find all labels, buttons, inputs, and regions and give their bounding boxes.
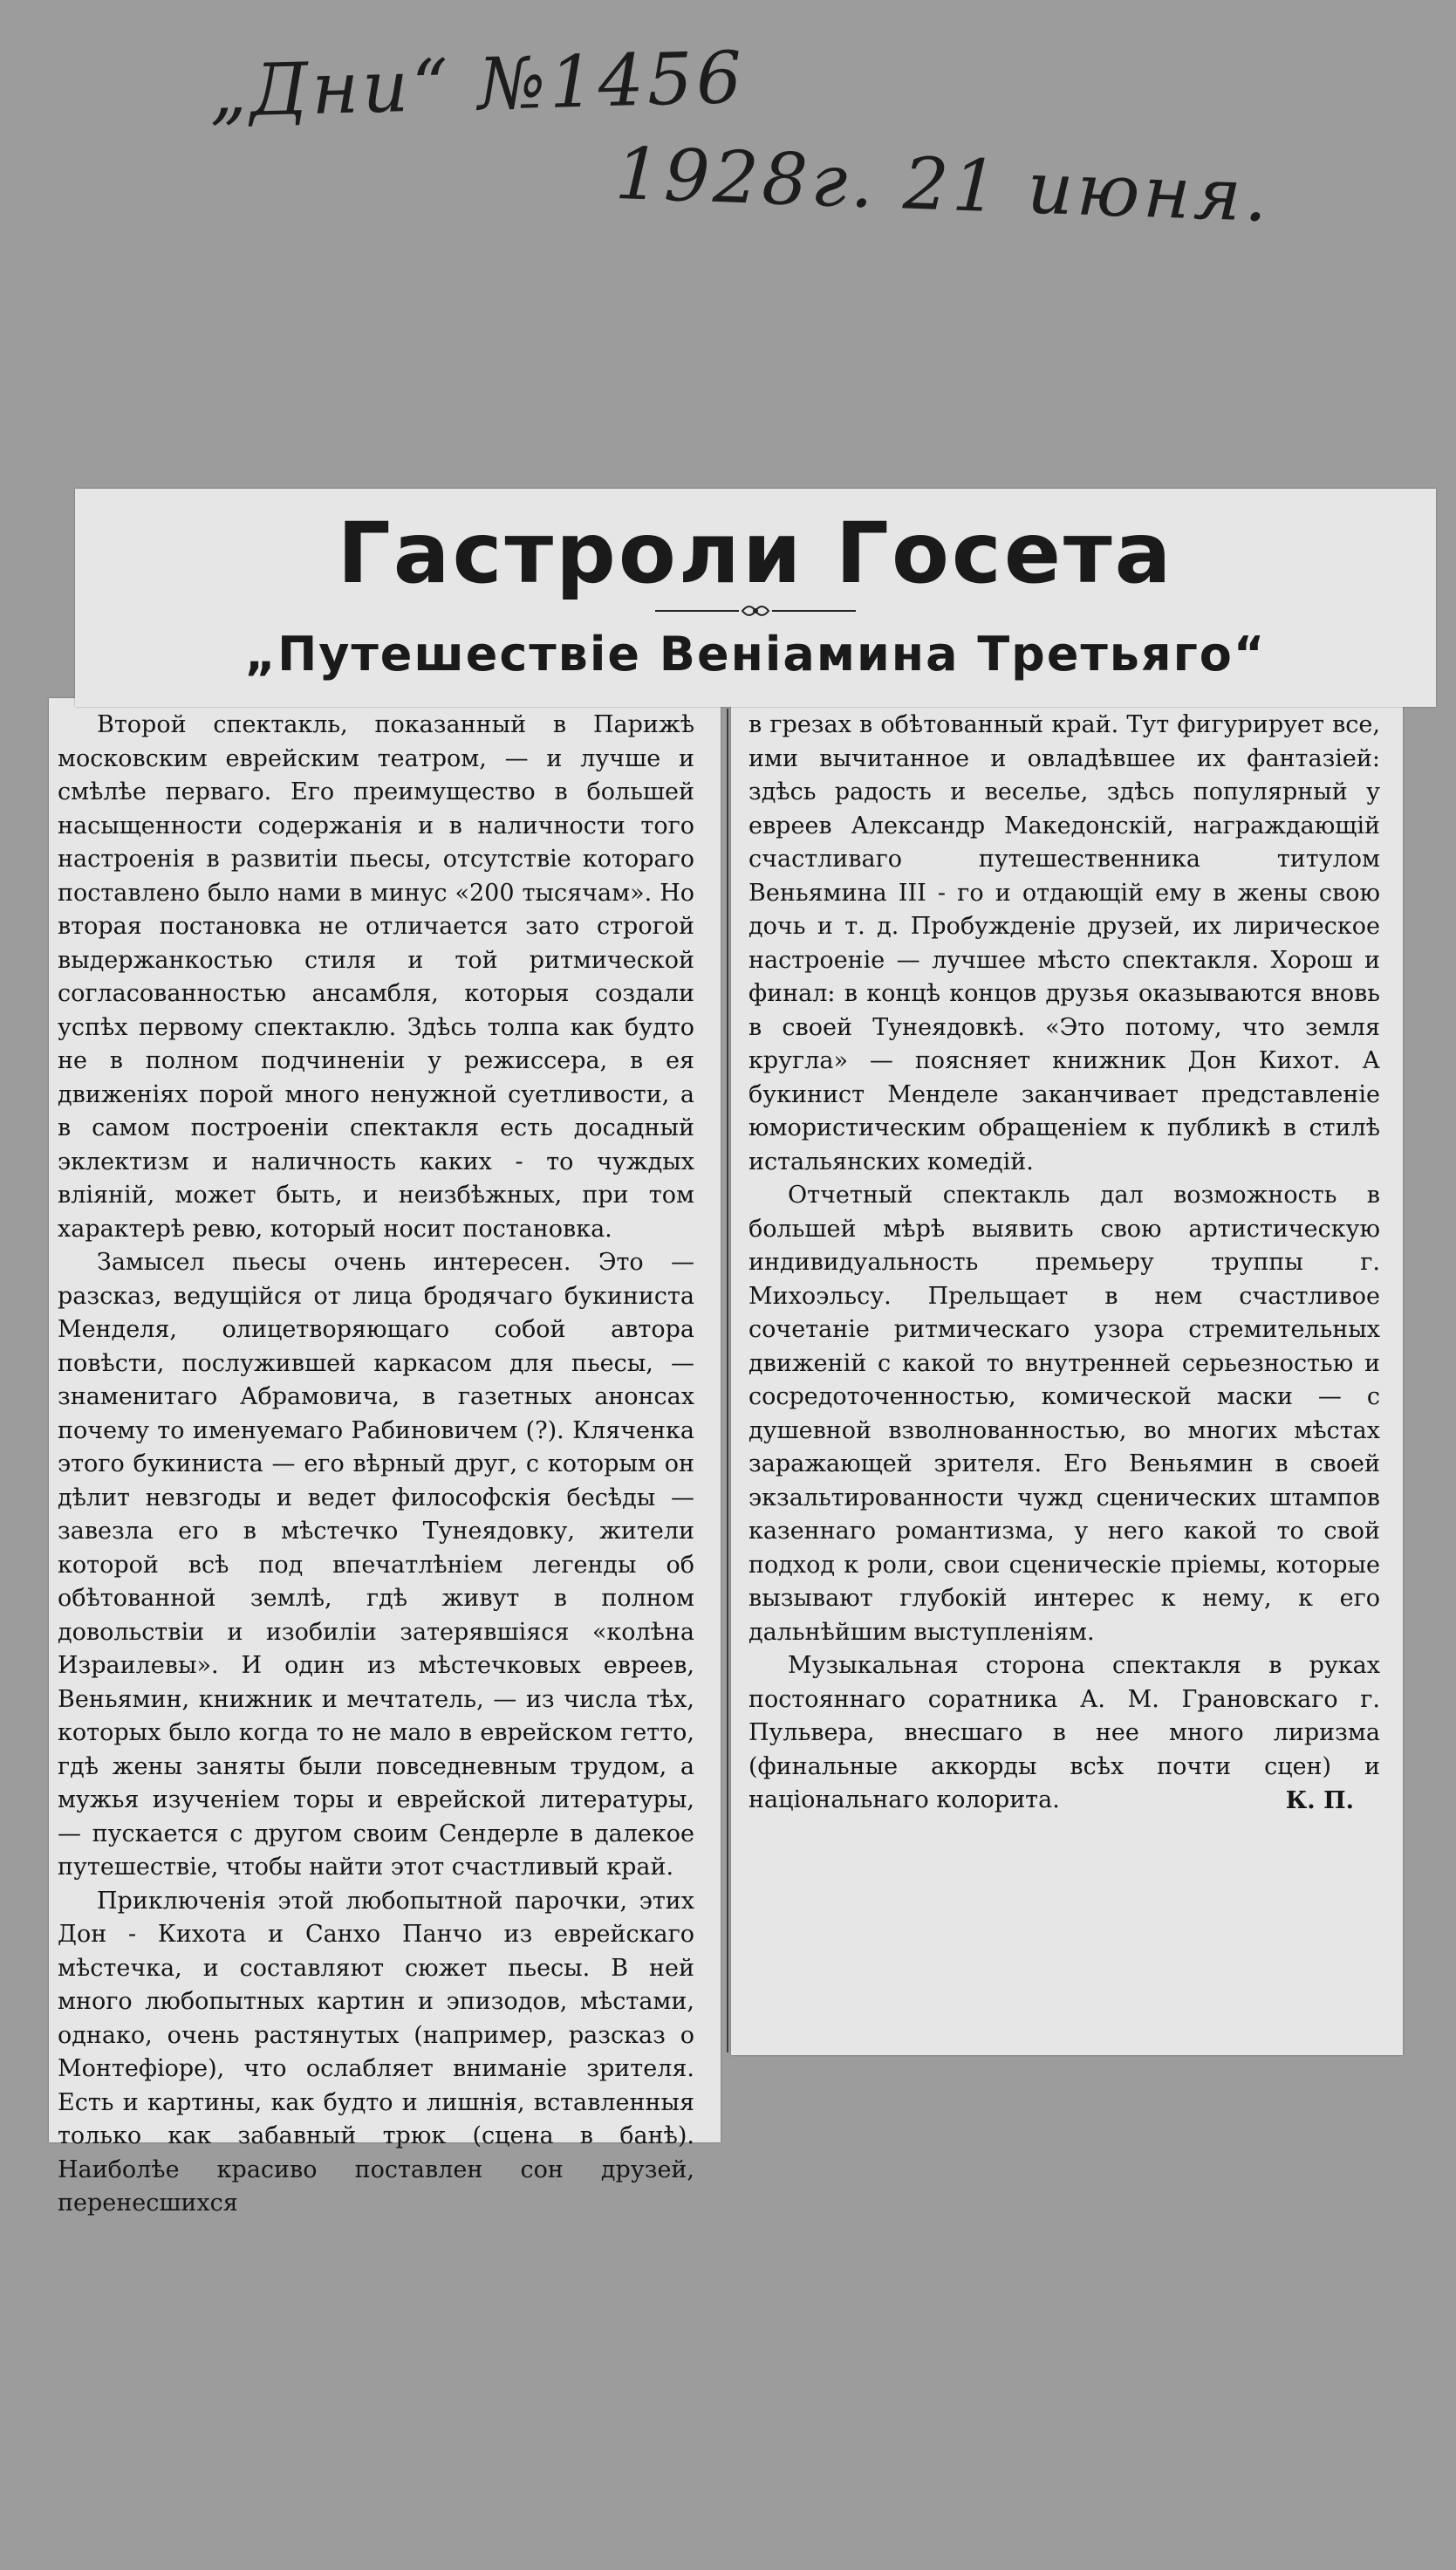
article-subheadline: „Путешествіе Веніамина Третьяго“	[244, 627, 1267, 682]
author-signature: К. П.	[1285, 1786, 1354, 1814]
left-paragraph-2: Замысел пьесы очень интересен. Это — разсказ, ведущійся от лица бродячаго букиниста Менделя, олицетворяющаго собой автора повѣсти, послужившей каркасом для пьесы, — знаменитаго Абрамовича, в газетных анонсах почему то именуемаго Рабиновичем (?). Кляченка этого букиниста — его вѣрный друг, с которым он дѣлит невзгоды и ведет философскія бесѣды — завезла его в мѣстечко Тунеядовку, жители которой всѣ под впечатлѣніем легенды об обѣтованной землѣ, гдѣ живут в полном довольствіи и изобиліи затерявшіяся «колѣна Израилевы». И один из мѣстечковых евреев, Веньямин, книжник и мечтатель, — из числа тѣх, которых было когда то не мало в еврейском гетто, гдѣ жены заняты были повседневным трудом, а мужья изученіем торы и еврейской литературы, — пускается с другом своим Сендерле в далекое путешествіе, чтобы найти этот счастливый край.	[58, 1249, 694, 1881]
handwritten-newspaper-issue: „Дни“ №1456	[208, 36, 747, 134]
article-right-column	[749, 709, 1380, 1818]
right-paragraph-2: Отчетный спектакль дал возможность в большей мѣрѣ выявить свою артистическую индивидуальность премьеру труппы г. Михоэльсу. Прельщает в нем счастливое сочетаніе ритмическаго узора стремительных движеній с какой то внутренней серьезностью и сосредоточенностью, комической маски — с душевной взволнованностью, во многих мѣстах заражающей зрителя. Его Веньямин в своей экзальтированности чужд сценических штампов казеннаго романтизма, у него какой то свой подход к роли, свои сценическіе пріемы, которые вызывают глубокій интерес к нему, к его дальнѣйшим выступленіям.	[749, 1182, 1380, 1646]
clipping-headline-paper	[75, 489, 1436, 707]
handwritten-date: 1928г. 21 июня.	[613, 132, 1273, 239]
left-paragraph-3: Приключенія этой любопытной парочки, этих Дон - Кихота и Санхо Панчо из еврейскаго мѣстечка, и составляют сюжет пьесы. В ней много любопытных картин и эпизодов, мѣстами, однако, очень растянутых (например, разсказ о Монтефіоре), что ослабляет вниманіе зрителя. Есть и картины, как будто и лишнія, вставленныя только как забавный трюк (сцена в банѣ). Наиболѣе красиво поставлен сон друзей, перенесшихся	[58, 1887, 694, 2217]
left-paragraph-1: Второй спектакль, показанный в Парижѣ московским еврейским театром, — и лучше и смѣлѣе перваго. Его преимущество в большей насыщенности содержанія и в наличности того настроенія в развитіи пьесы, отсутствіе котораго поставлено было нами в минус «200 тысячам». Но вторая постановка не отличается зато строгой выдержанкостью стиля и той ритмической согласованностью ансамбля, которыя создали успѣх первому спектаклю. Здѣсь толпа как будто не в полном подчиненіи у режиссера, в ея движеніях порой много ненужной суетливости, а в самом построеніи спектакля есть досадный эклектизм и наличность каких - то чуждых вліяній, может быть, и неизбѣжных, при том характерѣ ревю, который носит постановка.	[58, 711, 694, 1243]
article-left-column	[58, 709, 694, 2221]
right-paragraph-1: в грезах в обѣтованный край. Тут фигурирует все, ими вычитанное и овладѣвшее их фантазіей: здѣсь радость и веселье, здѣсь популярный у евреев Александр Македонскій, награждающій счастливаго путешественника титулом Веньямина III - го и отдающій ему в жены свою дочь и т. д. Пробужденіе друзей, их лирическое настроеніе — лучшее мѣсто спектакля. Хорош и финал: в концѣ концов друзья оказываются вновь в своей Тунеядовкѣ. «Это потому, что земля кругла» — поясняет книжник Дон Кихот. А букинист Менделе заканчивает представленіе юмористическим обращеніем к публикѣ в стилѣ истальянских комедій.	[749, 711, 1380, 1175]
column-divider	[727, 709, 728, 2053]
headline-ornament-icon	[655, 600, 856, 621]
article-headline: Гастроли Госета	[337, 504, 1174, 602]
right-paragraph-3: Музыкальная сторона спектакля в руках постояннаго соратника А. М. Грановскаго г. Пульвера, внесшаго в нее много лиризма (финальные аккорды всѣх почти сцен) и національнаго колорита.	[749, 1652, 1380, 1813]
